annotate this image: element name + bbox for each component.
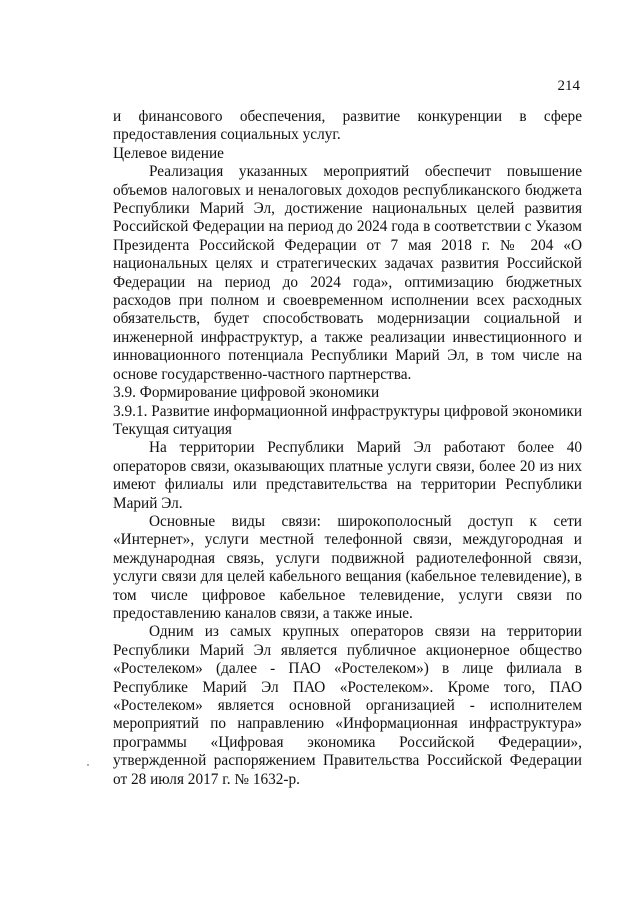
paragraph-target-vision: Реализация указанных мероприятий обеспечит повышение объемов налоговых и неналоговых доходов республиканского бюджета Республики Марий Эл, достижение национальных целей развития Российской Федерации на период до 2024 года в соответствии с Указом Президента Российской Федерации от 7 мая 2018 г. № 204 «О национальных целях и стратегических задачах развития Российской Федерации на период до 2024 года», оптимизацию бюджетных расходов при полном и своевременном исполнении всех расходных обязательств, будет способствовать модернизации социальной и инженерной инфраструктур, а также реализации инвестиционного и инновационного потенциала Республики Марий Эл, в том числе на основе государственно-частного партнерства. bbox=[113, 163, 582, 383]
document-body bbox=[113, 108, 582, 789]
paragraph-operators: На территории Республики Марий Эл работают более 40 операторов связи, оказывающих платные услуги связи, более 20 из них имеют филиалы или представительства на территории Республики Марий Эл. bbox=[113, 439, 582, 512]
page-number: 214 bbox=[557, 78, 580, 94]
intro-paragraph: и финансового обеспечения, развитие конкуренции в сфере предоставления социальных услуг. bbox=[113, 108, 582, 144]
paragraph-communication-types: Основные виды связи: широкополосный доступ к сети «Интернет», услуги местной телефонной связи, междугородная и международная связь, услуги подвижной радиотелефонной связи, услуги связи для целей кабельного вещания (кабельное телевидение), в том числе цифровое кабельное телевидение, услуги связи по предоставлению каналов связи, а также иные. bbox=[113, 512, 582, 622]
heading-current-situation: Текущая ситуация bbox=[113, 420, 232, 438]
heading-section-3-9: 3.9. Формирование цифровой экономики bbox=[113, 384, 380, 402]
paragraph-rostelecom: Одним из самых крупных операторов связи на территории Республики Марий Эл является публичное акционерное общество «Ростелеком» (далее - ПАО «Ростелеком») в лице филиала в Республике Марий Эл ПАО «Ростелеком». Кроме того, ПАО «Ростелеком» является основной организацией - исполнителем мероприятий по направлению «Информационная инфраструктура» программы «Цифровая экономика Российской Федерации», утвержденной распоряжением Правительства Российской Федерации от 28 июля 2017 г. № 1632-р. bbox=[113, 623, 582, 788]
heading-target-vision: Целевое видение bbox=[113, 144, 224, 162]
heading-subsection-3-9-1: 3.9.1. Развитие информационной инфраструктуры цифровой экономики bbox=[113, 402, 583, 420]
margin-dot bbox=[87, 764, 89, 766]
